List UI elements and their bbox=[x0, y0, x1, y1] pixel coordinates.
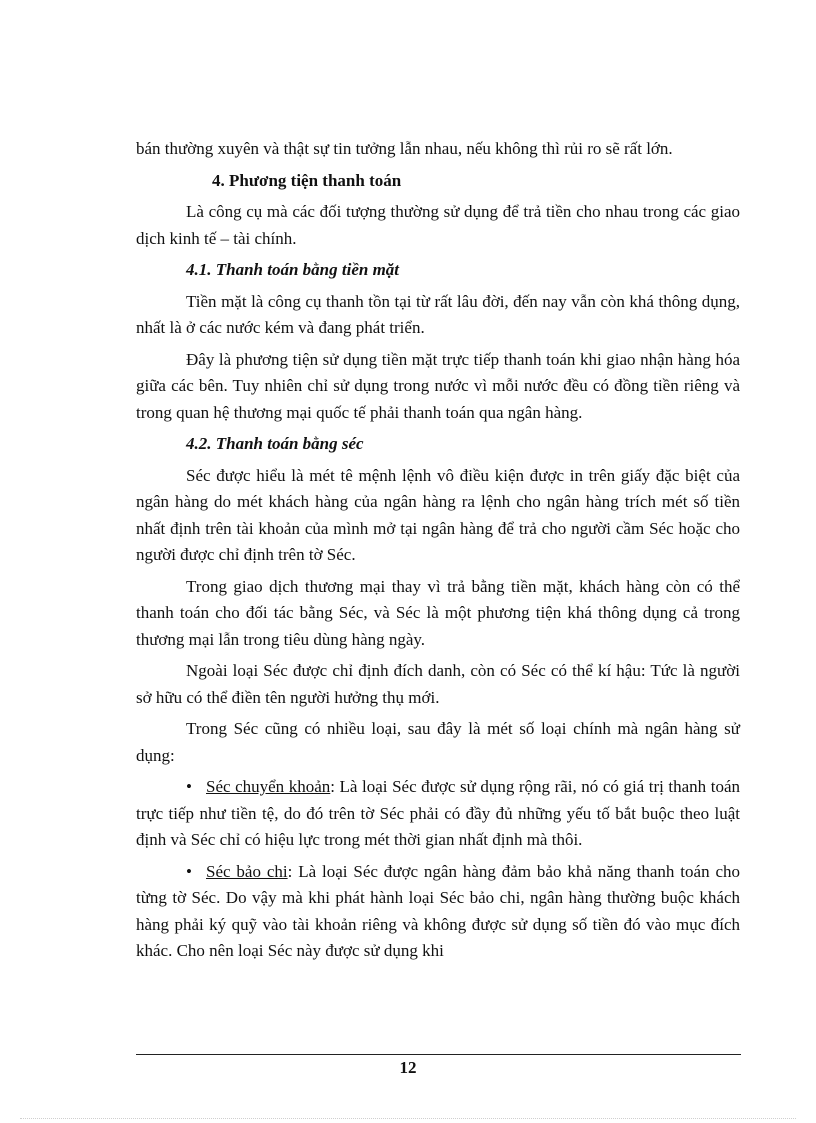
page-body bbox=[136, 136, 740, 970]
paragraph-definition: Là công cụ mà các đối tượng thường sử dụng để trả tiền cho nhau trong các giao dịch kinh tế – tài chính. bbox=[136, 202, 740, 248]
page-bottom-edge bbox=[20, 1118, 796, 1119]
bullet-item bbox=[136, 774, 740, 854]
bullet-text: : Là loại Séc được sử dụng rộng rãi, nó có giá trị thanh toán trực tiếp như tiền tệ, do đó trên tờ Séc phải có đầy đủ những yếu tố bắt buộc theo luật định và Séc chỉ có hiệu lực trong mét thời gian nhất định mà thôi. bbox=[136, 777, 740, 849]
bullet-text: : Là loại Séc được ngân hàng đảm bảo khả năng thanh toán cho từng tờ Séc. Do vậy mà khi phát hành loại Séc bảo chi, ngân hàng thường buộc khách hàng phải ký quỹ vào tài khoản riêng và không được sử dụng số tiền đó vào mục đích khác. Cho nên loại Séc này được sử dụng khi bbox=[136, 861, 740, 960]
paragraph-continuation: bán thường xuyên và thật sự tin tưởng lẫn nhau, nếu không thì rủi ro sẽ rất lớn. bbox=[136, 139, 673, 158]
bullet-item bbox=[136, 859, 740, 965]
section-heading-4: 4. Phương tiện thanh toán bbox=[212, 170, 402, 190]
paragraph-cash-2: Đây là phương tiện sử dụng tiền mặt trực tiếp thanh toán khi giao nhận hàng hóa giữa các bên. Tuy nhiên chỉ sử dụng trong nước vì mỗi nước đều có đồng tiền riêng và trong quan hệ thương mại quốc tế phải thanh toán qua ngân hàng. bbox=[136, 349, 740, 422]
paragraph-cheque-definition: Séc được hiểu là mét tê mệnh lệnh vô điều kiện được in trên giấy đặc biệt của ngân hàng do mét khách hàng của ngân hàng ra lệnh cho ngân hàng trích mét số tiền nhất định trên tài khoản của mình mở tại ngân hàng để trả cho người cầm Séc hoặc cho người được chỉ định trên tờ Séc. bbox=[136, 465, 740, 564]
paragraph-cheque-endorse: Ngoài loại Séc được chỉ định đích danh, còn có Séc có thể kí hậu: Tức là người sở hữu có thể điền tên người hưởng thụ mới. bbox=[136, 661, 740, 707]
paragraph-cheque-types: Trong Séc cũng có nhiều loại, sau đây là mét số loại chính mà ngân hàng sử dụng: bbox=[136, 719, 740, 765]
subsection-heading-4-1: 4.1. Thanh toán bằng tiền mặt bbox=[186, 260, 400, 279]
bullet-term: Séc bảo chi bbox=[206, 861, 288, 881]
page-number: 12 bbox=[399, 1058, 417, 1077]
bullet-term: Séc chuyển khoản bbox=[206, 777, 331, 796]
subsection-heading-4-2: 4.2. Thanh toán bằng séc bbox=[186, 434, 364, 453]
bullet-icon: • bbox=[186, 777, 192, 796]
paragraph-cash-1: Tiền mặt là công cụ thanh tồn tại từ rất lâu đời, đến nay vẫn còn khá thông dụng, nhất là ở các nước kém và đang phát triển. bbox=[136, 291, 740, 337]
footer-divider bbox=[136, 1054, 741, 1055]
bullet-icon: • bbox=[186, 861, 192, 881]
paragraph-cheque-usage: Trong giao dịch thương mại thay vì trả bằng tiền mặt, khách hàng còn có thể thanh toán cho đối tác bằng Séc, và Séc là một phương tiện khá thông dụng cả trong thương mại lẫn trong tiêu dùng hàng ngày. bbox=[136, 576, 740, 649]
